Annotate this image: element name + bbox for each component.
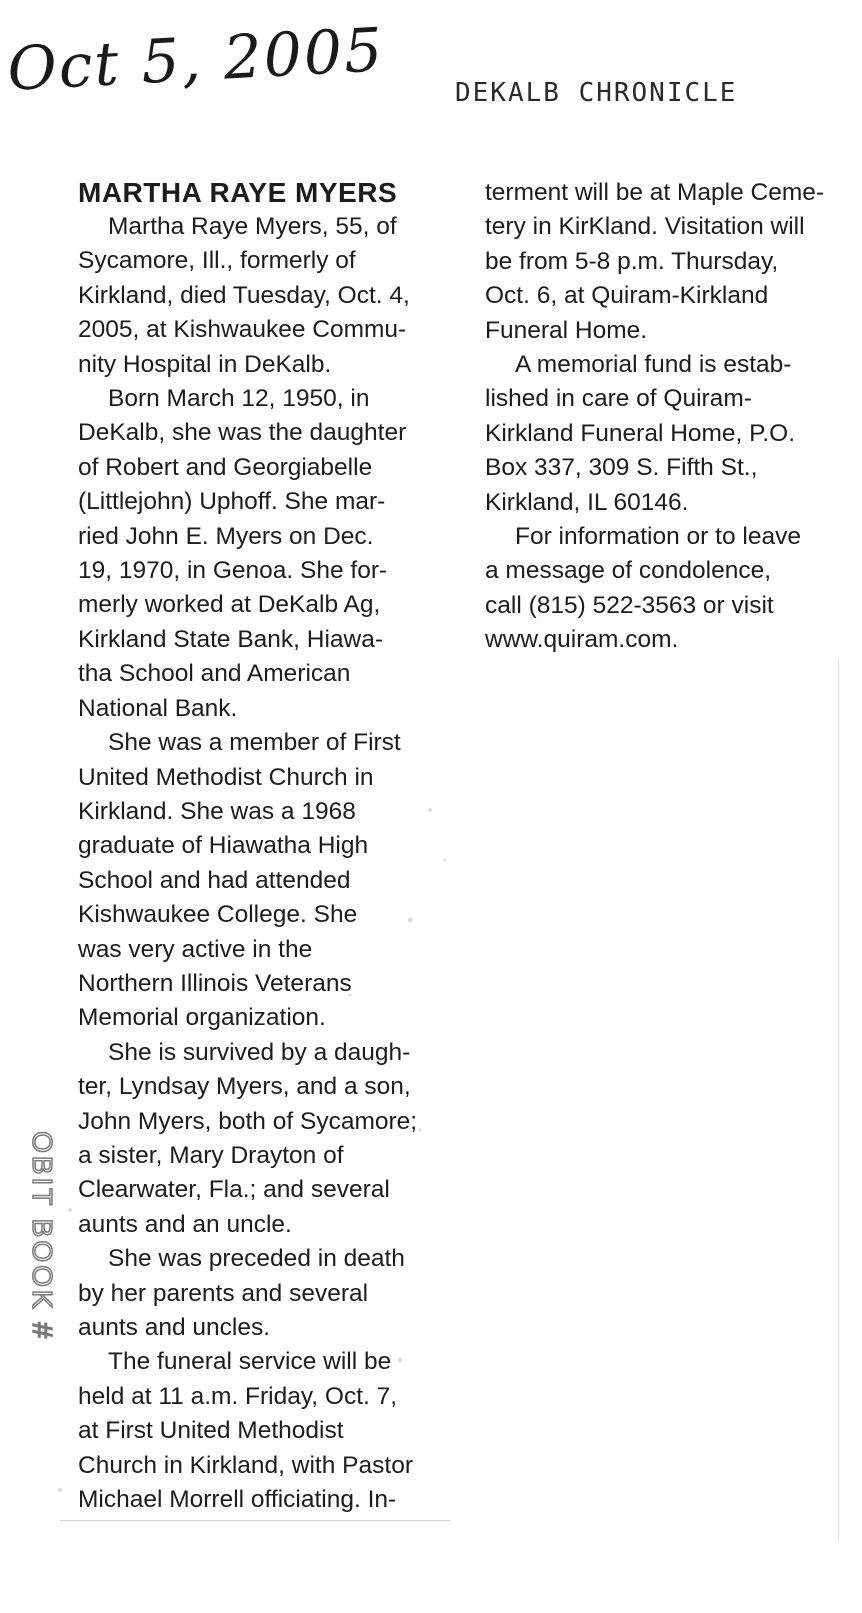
text-line: DeKalb, she was the daughter — [78, 419, 407, 447]
text-line: Memorial organization. — [78, 1004, 326, 1032]
text-line: held at 11 a.m. Friday, Oct. 7, — [78, 1382, 398, 1410]
text-line: graduate of Hiawatha High — [78, 832, 369, 860]
text-line: Kirkland, IL 60146. — [485, 488, 689, 516]
text-line: lished in care of Quiram- — [485, 385, 752, 413]
text-line: She is survived by a daugh- — [108, 1038, 411, 1066]
right-column-lines — [485, 176, 855, 658]
text-line: Church in Kirkland, with Pastor — [78, 1451, 413, 1479]
text-line: of Robert and Georgiabelle — [78, 453, 373, 481]
text-line: a sister, Mary Drayton of — [78, 1141, 344, 1169]
text-line: be from 5-8 p.m. Thursday, — [485, 247, 779, 275]
text-line: The funeral service will be — [108, 1348, 392, 1376]
text-line: (Littlejohn) Uphoff. She mar- — [78, 488, 386, 516]
obit-book-stamp: OBIT BOOK # — [27, 1131, 58, 1341]
text-line: Clearwater, Fla.; and several — [78, 1176, 390, 1204]
obituary-column-left — [78, 176, 463, 1517]
text-line: call (815) 522-3563 or visit — [485, 591, 774, 619]
text-line: Kishwaukee College. She — [78, 901, 358, 929]
text-line: She was preceded in death — [108, 1245, 405, 1273]
text-line: a message of condolence, — [485, 557, 772, 585]
text-line: Kirkland, died Tuesday, Oct. 4, — [78, 281, 410, 309]
text-line: 2005, at Kishwaukee Commu- — [78, 316, 407, 344]
text-line: merly worked at DeKalb Ag, — [78, 591, 381, 619]
text-line: at First United Methodist — [78, 1417, 344, 1445]
text-line: www.quiram.com. — [485, 626, 679, 654]
text-line: Born March 12, 1950, in — [108, 385, 370, 413]
text-line: terment will be at Maple Ceme- — [485, 179, 825, 206]
text-line: aunts and uncles. — [78, 1314, 271, 1341]
text-line: Box 337, 309 S. Fifth St., — [485, 454, 758, 482]
text-line: Kirkland State Bank, Hiawa- — [78, 625, 384, 653]
text-line: Michael Morrell officiating. In- — [78, 1486, 397, 1514]
text-line: nity Hospital in DeKalb. — [78, 350, 332, 378]
text-line: Sycamore, Ill., formerly of — [78, 247, 356, 275]
text-line: by her parents and several — [78, 1279, 369, 1307]
text-line: ried John E. Myers on Dec. — [78, 522, 374, 550]
text-line: She was a member of First — [108, 729, 401, 757]
text-line: was very active in the — [78, 935, 313, 963]
text-line: Northern Illinois Veterans — [78, 969, 352, 997]
left-column-lines — [78, 210, 463, 1517]
newspaper-name: DEKALB CHRONICLE — [455, 78, 738, 108]
text-line: School and had attended — [78, 866, 351, 894]
text-line: For information or to leave — [515, 523, 801, 551]
text-line: 19, 1970, in Genoa. She for- — [78, 557, 388, 585]
text-line: tery in KirKland. Visitation will — [485, 213, 805, 241]
text-line: United Methodist Church in — [78, 763, 374, 791]
text-line: Kirkland Funeral Home, P.O. — [485, 419, 796, 447]
text-line: tha School and American — [78, 660, 351, 688]
text-line: A memorial fund is estab- — [515, 351, 792, 379]
text-line: Martha Raye Myers, 55, of — [108, 213, 397, 240]
obituary-headline: MARTHA RAYE MYERS — [78, 177, 398, 208]
text-line: Kirkland. She was a 1968 — [78, 797, 356, 825]
clipping-right-edge — [838, 660, 839, 1540]
text-line: National Bank. — [78, 694, 238, 722]
clipping-bottom-edge — [60, 1520, 450, 1521]
text-line: aunts and an uncle. — [78, 1210, 292, 1238]
text-line: Oct. 6, at Quiram-Kirkland — [485, 282, 769, 310]
text-line: ter, Lyndsay Myers, and a son, — [78, 1073, 411, 1101]
handwritten-date: Oct 5, 2005 — [5, 15, 386, 105]
text-line: John Myers, both of Sycamore; — [78, 1107, 418, 1135]
text-line: Funeral Home. — [485, 316, 648, 344]
obituary-column-right — [485, 176, 855, 658]
